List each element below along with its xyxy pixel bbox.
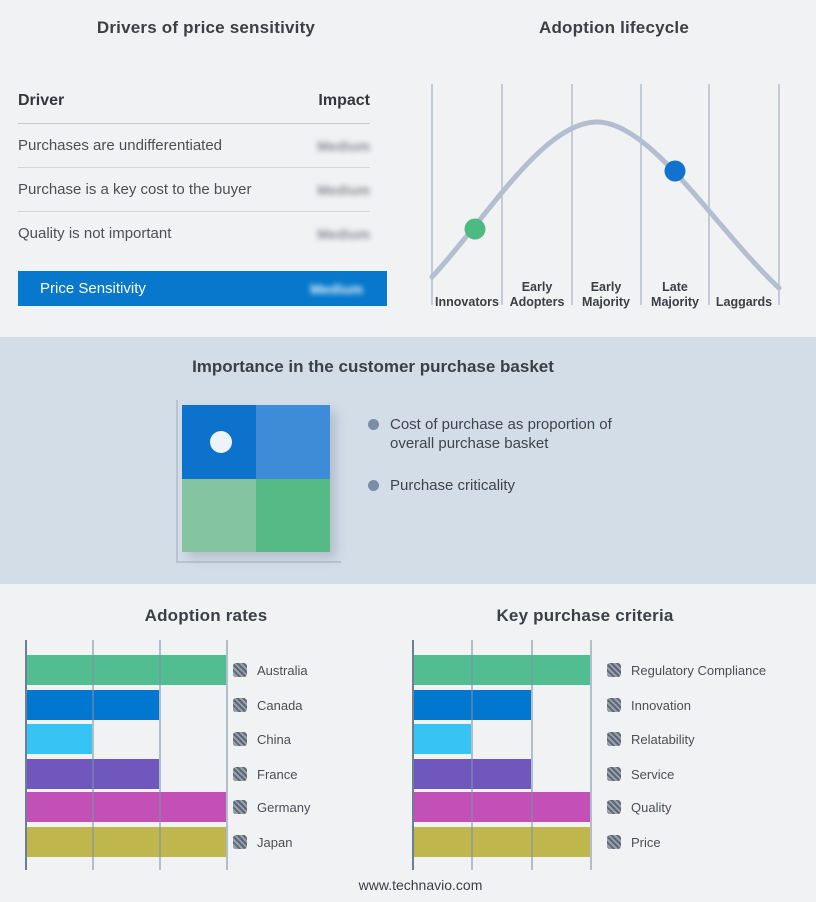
quadrant-x-axis <box>176 561 341 563</box>
gridline <box>531 640 533 870</box>
legend-item-price <box>607 835 661 849</box>
bullet-text: Cost of purchase as proportion of overall purchase basket <box>390 416 612 452</box>
early-adoption-marker <box>465 219 486 240</box>
highlight-impact-blurred: Medium <box>310 280 363 297</box>
impact-cell-blurred: Medium <box>317 137 370 154</box>
gridline <box>471 640 473 870</box>
stage-label-late-majority: Late Majority <box>651 280 699 309</box>
bullet-text: Purchase criticality <box>390 477 516 494</box>
driver-cell: Purchases are undifferentiated <box>18 137 223 154</box>
late-adoption-marker <box>665 161 686 182</box>
adoption-lifecycle-chart <box>425 80 790 310</box>
legend-item-relatability <box>607 732 695 746</box>
gridline <box>590 640 592 870</box>
purchase-basket-section <box>0 337 816 584</box>
legend-swatch-hatched-icon <box>607 663 621 677</box>
price-sensitivity-highlight-row <box>18 271 387 306</box>
lifecycle-gridlines <box>432 84 779 305</box>
bar-quality <box>413 792 590 822</box>
legend-label: Quality <box>631 799 672 815</box>
legend-swatch-hatched-icon <box>607 698 621 712</box>
quadrant-top-right <box>256 405 330 479</box>
bullet-icon <box>368 480 379 491</box>
legend-label: Germany <box>257 799 311 815</box>
column-driver: Driver <box>18 92 65 109</box>
stage-label-laggards: Laggards <box>715 295 773 309</box>
basket-bullet-list <box>368 415 638 518</box>
bar-price <box>413 827 590 857</box>
legend-label: Service <box>631 766 675 782</box>
basket-section-title: Importance in the customer purchase basket <box>192 357 554 376</box>
table-row <box>18 168 370 212</box>
y-axis-line <box>412 640 414 870</box>
legend-label: Innovation <box>631 697 691 713</box>
driver-cell: Purchase is a key cost to the buyer <box>18 181 252 198</box>
legend-swatch-hatched-icon <box>607 800 621 814</box>
bullet-icon <box>368 419 379 430</box>
list-item <box>368 415 638 453</box>
adoption-rates-title: Adoption rates <box>144 606 268 625</box>
legend-swatch-hatched-icon <box>607 835 621 849</box>
legend-label: France <box>257 766 298 782</box>
quadrant-matrix <box>182 405 330 552</box>
drivers-table-header <box>18 92 370 124</box>
key-purchase-criteria-chart <box>0 640 816 872</box>
legend-item-service <box>607 767 674 781</box>
list-item <box>368 476 638 495</box>
legend-label: China <box>257 731 291 747</box>
quadrant-bottom-left <box>182 479 256 553</box>
stage-label-early-adopters: Early Adopters <box>509 280 565 309</box>
legend-label: Relatability <box>631 731 695 747</box>
legend-label: Japan <box>257 834 293 850</box>
quadrant-y-axis <box>176 400 178 563</box>
lifecycle-panel-title: Adoption lifecycle <box>538 18 689 37</box>
impact-cell-blurred: Medium <box>317 181 370 198</box>
key-purchase-criteria-title: Key purchase criteria <box>496 606 674 625</box>
stage-label-early-majority: Early Majority <box>582 280 630 309</box>
bar-regulatory-compliance <box>413 655 590 685</box>
table-row <box>18 212 370 255</box>
highlight-driver-label: Price Sensitivity <box>40 280 146 297</box>
lifecycle-svg <box>425 80 790 310</box>
stage-label-innovators: Innovators <box>435 295 499 309</box>
table-row <box>18 124 370 168</box>
legend-item-innovation <box>607 698 691 712</box>
legend-swatch-hatched-icon <box>607 767 621 781</box>
website-url: www.technavio.com <box>358 877 483 893</box>
bell-curve <box>432 122 779 288</box>
legend-label: Price <box>631 834 661 850</box>
column-impact: Impact <box>318 92 370 109</box>
impact-cell-blurred: Medium <box>317 225 370 242</box>
position-marker-dot <box>210 431 232 453</box>
legend-label: Regulatory Compliance <box>631 662 767 678</box>
quadrant-bottom-right <box>256 479 330 553</box>
drivers-table <box>18 92 370 255</box>
legend-item-regulatory-compliance <box>607 663 766 677</box>
legend-label: Canada <box>257 697 303 713</box>
driver-cell: Quality is not important <box>18 225 172 242</box>
bar-relatability <box>413 724 471 754</box>
legend-item-quality <box>607 800 671 814</box>
legend-label: Australia <box>257 662 308 678</box>
legend-swatch-hatched-icon <box>607 732 621 746</box>
drivers-panel-title: Drivers of price sensitivity <box>96 18 316 37</box>
